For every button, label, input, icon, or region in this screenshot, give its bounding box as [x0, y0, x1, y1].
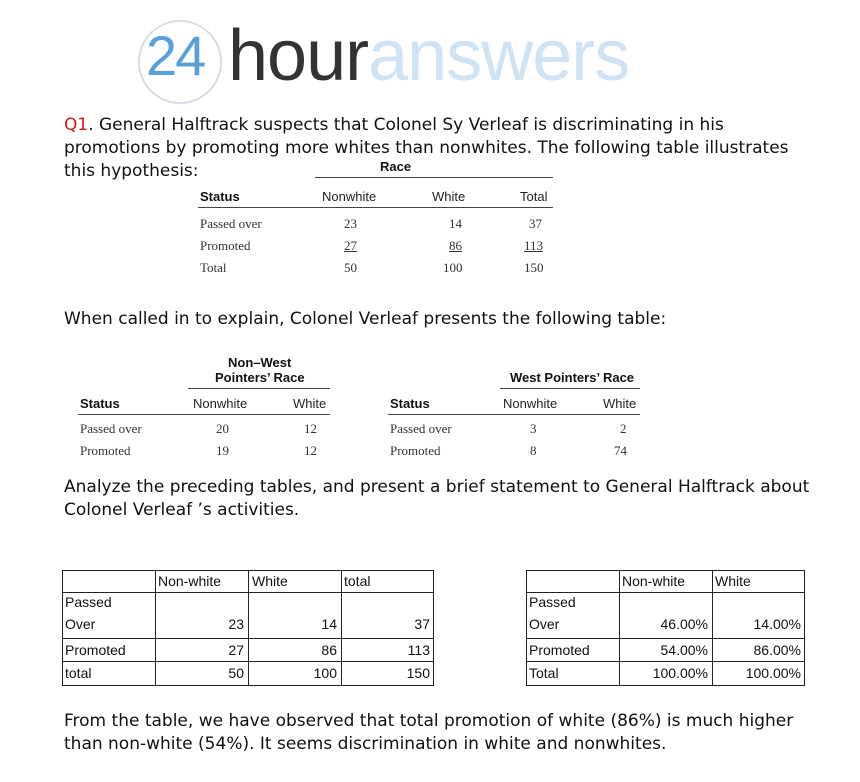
excel-right-grid	[526, 592, 805, 593]
excel-right-cell: 100.00%	[745, 665, 801, 681]
excel-right-grid	[526, 638, 805, 639]
table1-cell: 14	[449, 216, 462, 231]
excel-left-cell: 86	[321, 642, 337, 658]
explain-text: When called in to explain, Colonel Verleaf presents the following table:	[64, 309, 667, 329]
analyze-text: Analyze the preceding tables, and present a brief statement to General Halftrack about Colonel Verleaf ’s activities.	[64, 477, 810, 520]
excel-left-grid	[62, 592, 434, 593]
table1-cell: 100	[443, 260, 463, 275]
excel-right-row-label: Passed	[529, 594, 576, 610]
excel-right-header: White	[715, 573, 751, 589]
table1-col-total: Total	[520, 189, 548, 204]
table2-left-group-title-line1: Non–West	[228, 355, 292, 370]
question-paragraph	[64, 114, 794, 183]
table2-left-cell: 19	[216, 443, 229, 458]
logo-word-dark: hour	[228, 16, 369, 96]
question-text: . General Halftrack suspects that Colonel Sy Verleaf is discriminating in his promotions by promoting more whites than nonwhites. The following table illustrates this hypothesis:	[64, 115, 789, 181]
table1-cell: 37	[529, 216, 542, 231]
table2-left-cell: 12	[304, 443, 317, 458]
table2-right-header-rule	[388, 414, 640, 415]
table1-row-header: Status	[200, 189, 240, 204]
table1-col-white: White	[432, 189, 466, 204]
excel-left-header: Non-white	[158, 573, 222, 589]
excel-right-cell: 46.00%	[660, 616, 708, 632]
excel-left-row-label: total	[65, 665, 92, 681]
excel-left-row-label: Over	[65, 616, 96, 632]
logo-word-light: answers	[368, 16, 630, 96]
table1-cell: 50	[344, 260, 357, 275]
table2-right-cell: 8	[530, 443, 537, 458]
table1-cell: 113	[524, 238, 544, 253]
table2-right-row-header: Status	[390, 396, 430, 411]
excel-left-cell: 113	[407, 642, 430, 658]
excel-right-row-label: Promoted	[529, 642, 590, 658]
excel-left-grid	[62, 661, 434, 662]
table1-group-rule	[315, 177, 553, 178]
table1-cell: 150	[524, 260, 544, 275]
table2-right-row-label: Promoted	[390, 443, 441, 458]
excel-right-row-label: Total	[529, 665, 559, 681]
excel-left-header: White	[252, 573, 288, 589]
table2-left-row-label: Promoted	[80, 443, 131, 458]
excel-left-row-label: Passed	[65, 594, 112, 610]
excel-right-cell: 86.00%	[753, 642, 801, 658]
excel-left-header: total	[344, 573, 371, 589]
table1-row-label: Total	[200, 260, 227, 275]
excel-right-grid	[526, 661, 805, 662]
table1-row-label: Promoted	[200, 238, 251, 253]
excel-right-row-label: Over	[529, 616, 560, 632]
table2-left-row-header: Status	[80, 396, 120, 411]
table2-right-group-rule	[500, 388, 640, 389]
logo-wordmark	[228, 16, 629, 96]
excel-left-cell: 14	[321, 616, 337, 632]
table1-cell: 23	[344, 216, 357, 231]
excel-left-cell: 50	[228, 665, 244, 681]
table2-left-col-white: White	[293, 396, 327, 411]
table2-left-group-title-line2: Pointers’ Race	[215, 370, 305, 385]
conclusion-text: From the table, we have observed that total promotion of white (86%) is much higher than non-white (54%). It seems discrimination in white and nonwhites.	[64, 711, 794, 754]
excel-left-grid	[62, 638, 434, 639]
table2-left-group-rule	[188, 388, 330, 389]
table1-row-label: Passed over	[200, 216, 262, 231]
excel-left-cell: 100	[313, 665, 337, 681]
table2-left-cell: 20	[216, 421, 229, 436]
excel-left-cell: 27	[228, 642, 244, 658]
table1-cell: 27	[344, 238, 357, 253]
table2-right-col-white: White	[603, 396, 637, 411]
question-label: Q1	[64, 115, 89, 135]
excel-right-cell: 100.00%	[652, 665, 708, 681]
table2-right-cell: 3	[530, 421, 537, 436]
table2-left-col-nonwhite: Nonwhite	[193, 396, 248, 411]
table1-header-rule	[198, 207, 553, 208]
excel-right-header: Non-white	[622, 573, 686, 589]
excel-right-cell: 14.00%	[753, 616, 801, 632]
table1-group-title: Race	[380, 159, 412, 174]
table2-right-row-label: Passed over	[390, 421, 452, 436]
table2-right-col-nonwhite: Nonwhite	[503, 396, 558, 411]
excel-left-cell: 150	[406, 665, 430, 681]
excel-left-cell: 23	[228, 616, 244, 632]
table2-left-cell: 12	[304, 421, 317, 436]
table2-left-header-rule	[78, 414, 330, 415]
table2-right-group-title: West Pointers’ Race	[510, 370, 635, 385]
excel-right-cell: 54.00%	[660, 642, 708, 658]
excel-left-cell: 37	[414, 616, 430, 632]
table2-right-cell: 2	[620, 421, 627, 436]
table1-cell: 86	[449, 238, 462, 253]
excel-left-row-label: Promoted	[65, 642, 126, 658]
table1-col-nonwhite: Nonwhite	[322, 189, 377, 204]
table2-left-row-label: Passed over	[80, 421, 142, 436]
table2-right-cell: 74	[614, 443, 627, 458]
logo-number: 24	[146, 24, 205, 87]
